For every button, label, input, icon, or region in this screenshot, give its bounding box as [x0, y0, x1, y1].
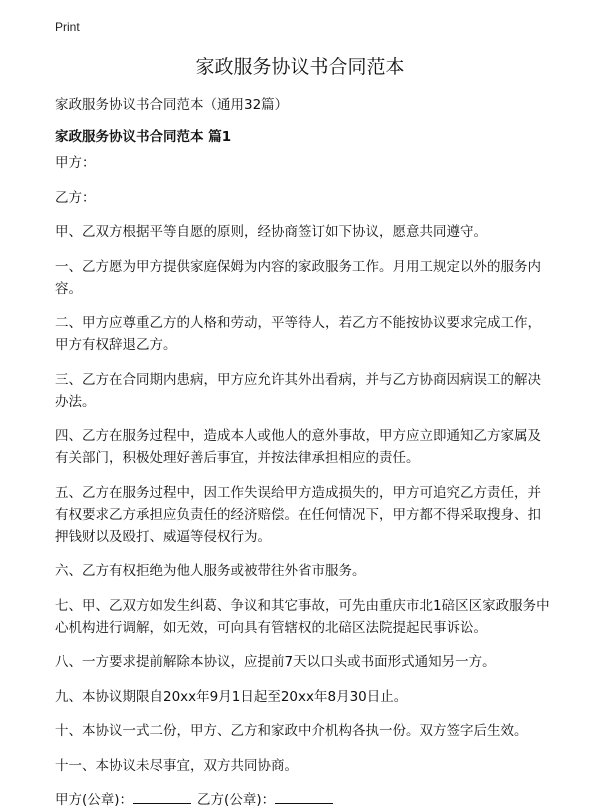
print-link[interactable]: Print — [55, 20, 80, 34]
party-a-seal-blank — [133, 791, 191, 804]
clause-1: 一、乙方愿为甲方提供家庭保姆为内容的家政服务工作。月用工规定以外的服务内容。 — [55, 258, 541, 297]
document-title: 家政服务协议书合同范本 — [195, 56, 405, 78]
clause-9: 九、本协议期限自20xx年9月1日起至20xx年8月30日止。 — [55, 688, 408, 705]
party-a-seal-label: 甲方(公章)： — [55, 792, 134, 808]
party-b-seal-blank — [275, 791, 333, 804]
party-a-line: 甲方： — [55, 155, 96, 171]
clause-6: 六、乙方有权拒绝为他人服务或被带往外省市服务。 — [55, 563, 366, 579]
clause-8: 八、一方要求提前解除本协议，应提前7天以口头或书面形式通知另一方。 — [55, 654, 496, 670]
clause-4: 四、乙方在服务过程中，造成本人或他人的意外事故，甲方应立即通知乙方家属及有关部门，积极处理好善后事宜，并按法律承担相应的责任。 — [55, 428, 541, 466]
signature-line — [55, 789, 551, 811]
document-body — [55, 152, 551, 811]
clause-7: 七、甲、乙双方如发生纠葛、争议和其它事故，可先由重庆市北1碚区区家政服务中心机构进行调解，如无效，可向具有管辖权的北碚区法院提起民事诉讼。 — [55, 597, 550, 636]
clause-11: 十一、本协议未尽事宜，双方共同协商。 — [55, 757, 298, 774]
party-b-line: 乙方： — [55, 189, 96, 206]
clause-3: 三、乙方在合同期内患病，甲方应允许其外出看病，并与乙方协商因病误工的解决办法。 — [55, 371, 541, 410]
agreement-intro: 甲、乙双方根据平等自愿的原则，经协商签订如下协议，愿意共同遵守。 — [55, 224, 487, 240]
clause-10: 十、本协议一式二份，甲方、乙方和家政中介机构各执一份。双方签字后生效。 — [55, 723, 528, 739]
section-heading: 家政服务协议书合同范本 篇1 — [55, 129, 232, 145]
document-subtitle: 家政服务协议书合同范本（通用32篇） — [55, 97, 289, 113]
clause-5: 五、乙方在服务过程中，因工作失误给甲方造成损失的，甲方可追究乙方责任，并有权要求乙方承担应负责任的经济赔偿。在任何情况下，甲方都不得采取搜身、扣押钱财以及殴打、威逼等侵权行为。 — [55, 484, 541, 545]
party-b-seal-label: 乙方(公章)： — [197, 792, 276, 808]
clause-2: 二、甲方应尊重乙方的人格和劳动，平等待人，若乙方不能按协议要求完成工作，甲方有权辞退乙方。 — [55, 315, 541, 353]
